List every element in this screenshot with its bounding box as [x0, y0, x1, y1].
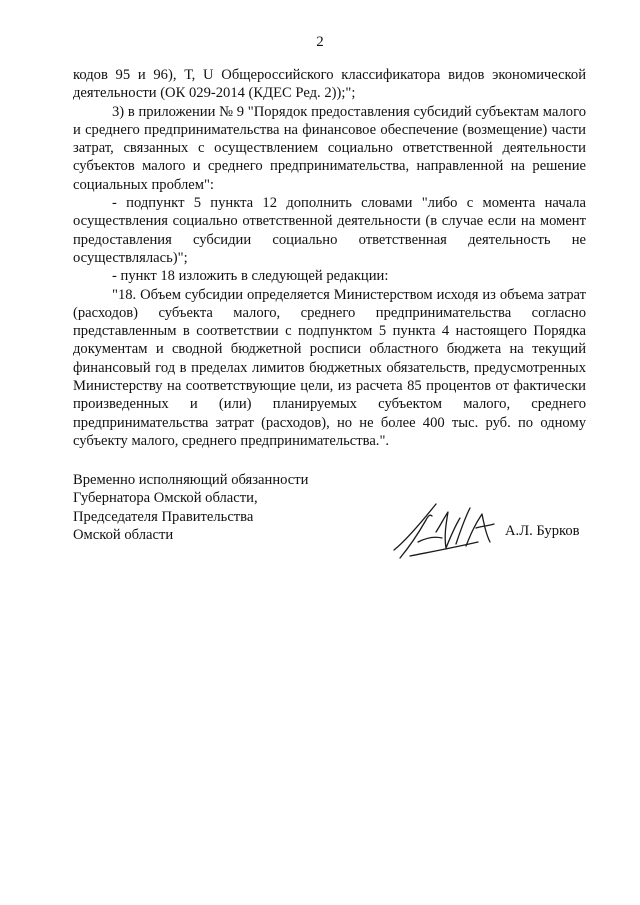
paragraph-point-18-intro: - пункт 18 изложить в следующей редакции: [112, 268, 389, 285]
paragraph-subpoint-5: - подпункт 5 пункта 12 дополнить словами "либо с момента начала осуществления социально ответственной деятельности (в случае если на момент предоставления субсидии социально ответственная деятельность не осуществлялась)"; [73, 195, 586, 266]
signatory-title-line: Председателя Правительства [73, 508, 254, 525]
page-number: 2 [316, 34, 324, 50]
paragraph-continuation: кодов 95 и 96), Т, U Общероссийского классификатора видов экономической деятельности (ОК 029-2014 (КДЕС Ред. 2));"; [73, 67, 586, 102]
signatory-title-line: Омской области [73, 526, 174, 543]
signatory-title-line: Губернатора Омской области, [73, 490, 258, 507]
document-body [73, 66, 586, 450]
paragraph-point-18-text: "18. Объем субсидии определяется Министерством исходя из объема затрат (расходов) субъекта малого, среднего предпринимательства согласно представленным в соответствии с подпунктом 5 пункта 4 настоящего Порядка документам и сводной бюджетной росписи областного бюджета на текущий финансовый год в пределах лимитов бюджетных обязательств, предусмотренных Министерству на соответствующие цели, из расчета 85 процентов от фактически произведенных и (или) планируемых субъектом малого, среднего предпринимательства затрат (расходов), но не более 400 тыс. руб. по одному субъекту малого, среднего предпринимательства.". [73, 286, 586, 449]
handwritten-signature [390, 498, 500, 566]
signatory-title-line: Временно исполняющий обязанности [73, 472, 309, 488]
signer-name: А.Л. Бурков [505, 523, 580, 539]
paragraph-item-3: 3) в приложении № 9 "Порядок предоставления субсидий субъектам малого и среднего предпринимательства на финансовое обеспечение (возмещение) части затрат, связанных с осуществлением социально ответственной деятельности субъектов малого и среднего предпринимательства, направленной на решение социальных проблем": [73, 103, 586, 193]
signatory-title-block [73, 471, 333, 544]
